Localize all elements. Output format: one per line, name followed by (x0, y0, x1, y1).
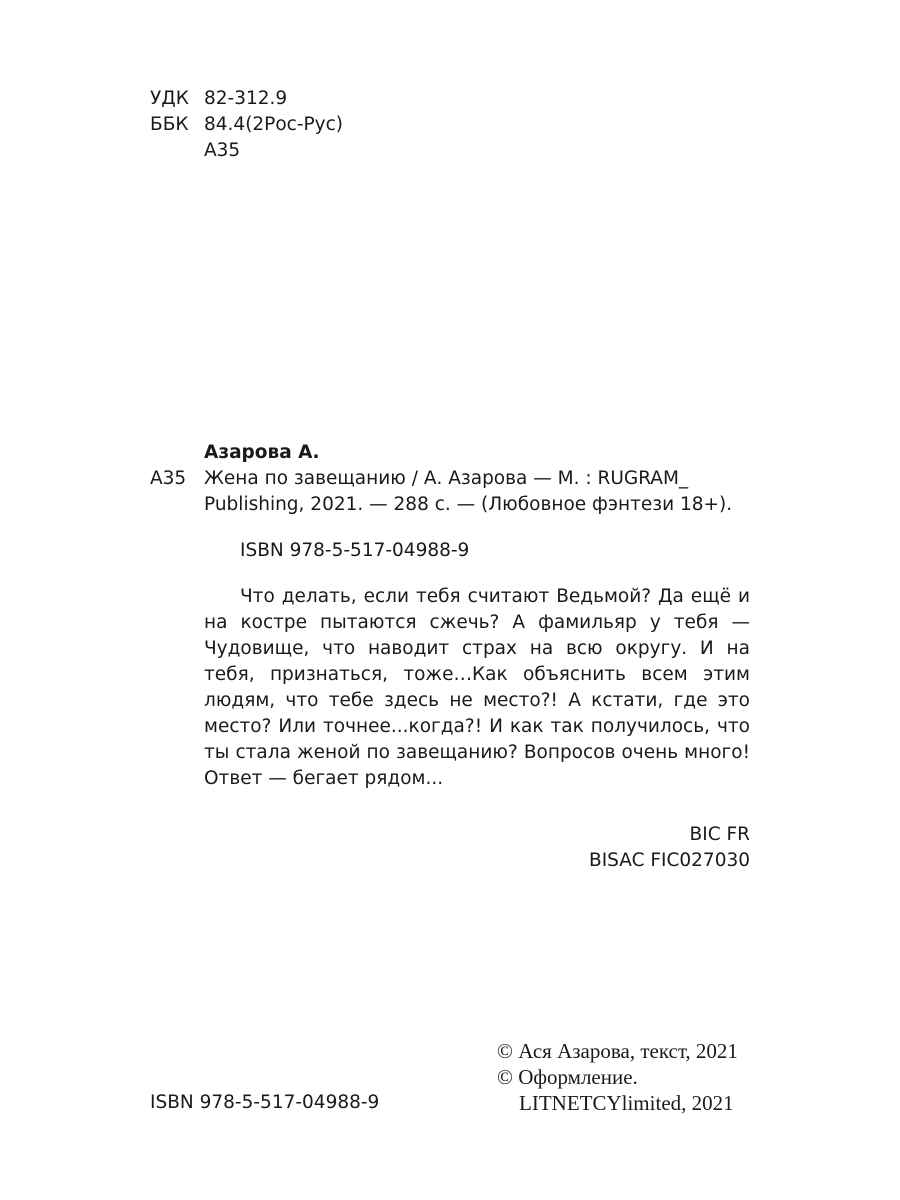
copyright-block (497, 1038, 750, 1116)
classification-codes (150, 86, 343, 164)
bbk-row (150, 112, 343, 138)
bbk-label: ББК (150, 114, 189, 135)
cutter-code: А35 (204, 140, 241, 161)
copyright-design-line: © Оформление. (497, 1065, 638, 1089)
footer-isbn: ISBN 978-5-517-04988-9 (150, 1092, 380, 1113)
copyright-design-holder: LITNETCYlimited, 2021 (519, 1091, 734, 1115)
udk-value: 82-312.9 (204, 88, 288, 109)
record-isbn: ISBN 978-5-517-04988-9 (240, 540, 470, 561)
udk-row (150, 86, 343, 112)
cutter-row (150, 138, 343, 164)
record-cutter: А35 (150, 468, 187, 489)
title-line-1: Жена по завещанию / А. Азарова — М. : RUGRAM_ (204, 468, 689, 489)
annotation-text: Что делать, если тебя считают Ведьмой? Да ещё и на костре пытаются сжечь? А фамильяр у тебя — Чудовище, что наводит страх на всю округу. И на тебя, признаться, тоже…Как объяснить всем этим людям, что тебе здесь не место?! А кстати, где это место? Или точнее...когда?! И как так получилось, что ты стала женой по завещанию? Вопросов очень много! Ответ — бегает рядом... (204, 586, 750, 789)
bbk-value: 84.4(2Рос-Рус) (204, 114, 343, 135)
copyright-text-line: © Ася Азарова, текст, 2021 (497, 1039, 738, 1063)
udk-label: УДК (150, 88, 189, 109)
subject-codes (589, 822, 750, 874)
author-heading: Азарова А. (204, 442, 320, 463)
title-line-2: Publishing, 2021. — 288 с. — (Любовное фэнтези 18+). (204, 494, 733, 515)
bic-code: BIC FR (689, 824, 750, 845)
catalog-record (150, 440, 750, 792)
bisac-code: BISAC FIC027030 (589, 850, 750, 871)
